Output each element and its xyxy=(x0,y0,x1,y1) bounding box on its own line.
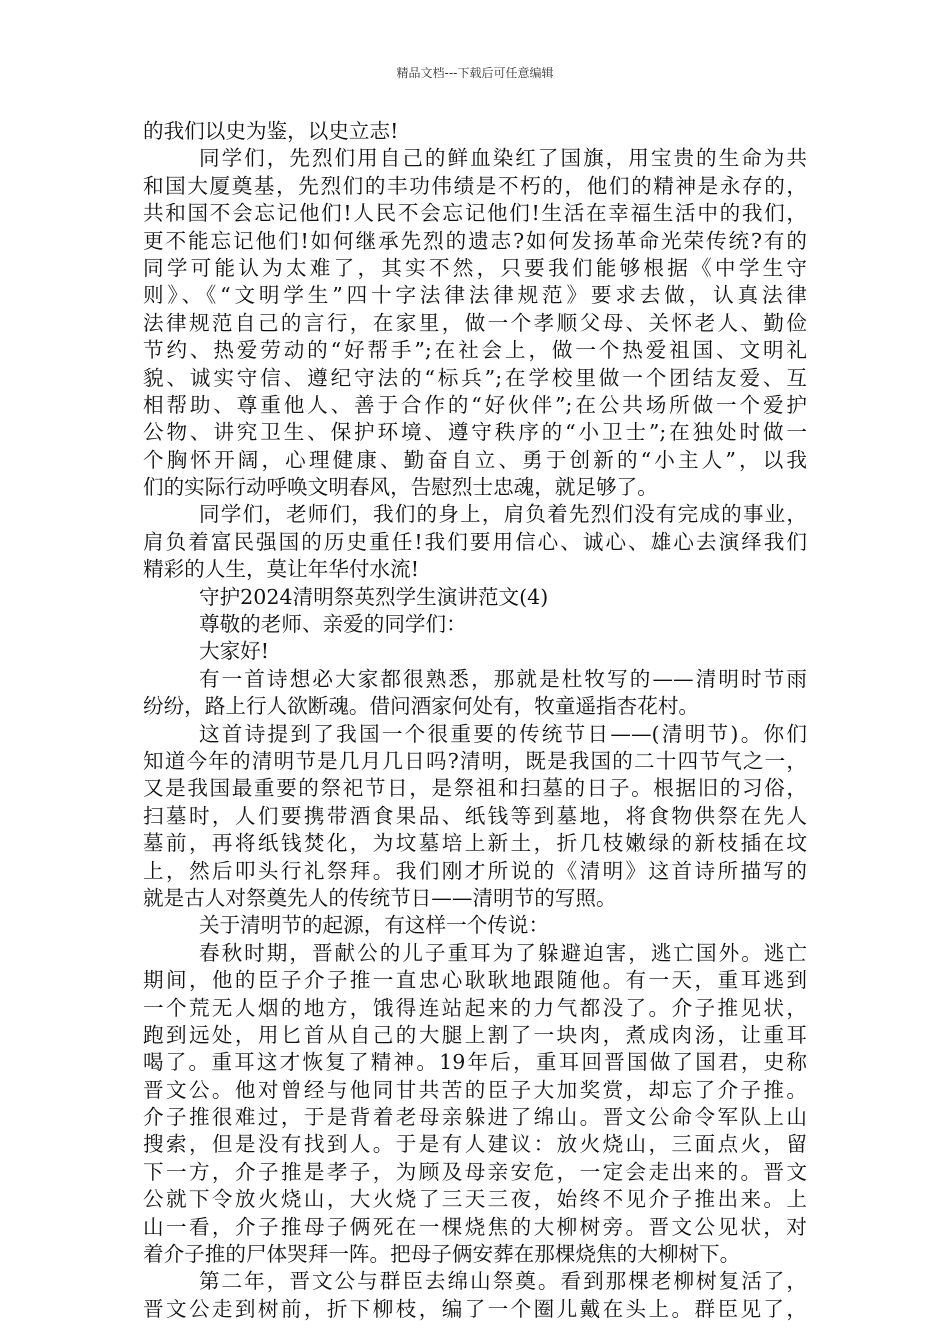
text-line: 同学可能认为太难了，其实不然，只要我们能够根据《中学生守 xyxy=(143,255,807,280)
text-line: 肩负着富民强国的历史重任!我们要用信心、诚心、雄心去演绎我们 xyxy=(143,529,807,554)
text-line: 共和国不会忘记他们!人民不会忘记他们!生活在幸福生活中的我们， xyxy=(143,201,807,226)
text-line: 法律规范自己的言行，在家里，做一个孝顺父母、关怀老人、勤俭 xyxy=(143,310,807,335)
text-line: 期间，他的臣子介子推一直忠心耿耿地跟随他。有一天，重耳逃到 xyxy=(143,968,807,993)
text-line: 下一方，介子推是孝子，为顾及母亲安危，一定会走出来的。晋文 xyxy=(143,1159,807,1184)
salutation: 尊敬的老师、亲爱的同学们： xyxy=(199,612,467,637)
text-line: 晋文公走到树前，折下柳枝，编了一个圈儿戴在头上。群臣见了， xyxy=(143,1296,807,1321)
text-line: 和国大厦奠基，先烈们的丰功伟绩是不朽的，他们的精神是永存的， xyxy=(143,173,807,198)
text-line: 知道今年的清明节是几月几日吗?清明，既是我国的二十四节气之一， xyxy=(143,748,807,773)
paragraph-start-line: 有一首诗想必大家都很熟悉，那就是杜牧写的——清明时节雨 xyxy=(199,666,807,691)
text-line: 纷纷，路上行人欲断魂。借问酒家何处有，牧童遥指杏花村。 xyxy=(143,694,700,719)
text-line: 公就下令放火烧山，大火烧了三天三夜，始终不见介子推出来。上 xyxy=(143,1187,807,1212)
text-line: 精彩的人生，莫让年华付水流! xyxy=(143,557,419,582)
text-line: 介子推很难过，于是背着老母亲躲进了绵山。晋文公命令军队上山 xyxy=(143,1105,807,1130)
text-line: 墓前，再将纸钱焚化，为坟墓培上新土，折几枝嫩绿的新枝插在坟 xyxy=(143,831,807,856)
paragraph-start-line: 同学们，老师们，我们的身上，肩负着先烈们没有完成的事业， xyxy=(199,502,807,527)
text-line: 个胸怀开阔，心理健康、勤奋自立、勇于创新的“小主人”，以我 xyxy=(143,447,807,472)
greeting: 大家好! xyxy=(199,639,270,664)
section-title: 守护2024清明祭英烈学生演讲范文(4) xyxy=(199,584,549,609)
text-line: 又是我国最重要的祭祀节日，是祭祖和扫墓的日子。根据旧的习俗， xyxy=(143,776,807,801)
text-line: 则》、《“文明学生”四十字法律法律规范》要求去做，认真法律 xyxy=(143,283,807,308)
paragraph-start-line: 第二年，晋文公与群臣去绵山祭奠。看到那棵老柳树复活了， xyxy=(199,1269,807,1294)
text-line: 跑到远处，用匕首从自己的大腿上割了一块肉，煮成肉汤，让重耳 xyxy=(143,1022,807,1047)
text-line: 公物、讲究卫生、保护环境、遵守秩序的“小卫士”;在独处时做一 xyxy=(143,420,807,445)
text-line: 山一看，介子推母子俩死在一棵烧焦的大柳树旁。晋文公见状，对 xyxy=(143,1214,807,1239)
paragraph-start-line: 同学们，先烈们用自己的鲜血染红了国旗，用宝贵的生命为共 xyxy=(199,146,807,171)
text-line: 更不能忘记他们!如何继承先烈的遗志?如何发扬革命光荣传统?有的 xyxy=(143,228,807,253)
text-line: 喝了。重耳这才恢复了精神。19年后，重耳回晋国做了国君，史称 xyxy=(143,1050,807,1075)
paragraph-start-line: 关于清明节的起源，有这样一个传说： xyxy=(199,913,550,938)
text-line: 上，然后叩头行礼祭拜。我们刚才所说的《清明》这首诗所描写的 xyxy=(143,858,807,883)
text-line: 节约、热爱劳动的“好帮手”;在社会上，做一个热爱祖国、文明礼 xyxy=(143,338,807,363)
text-line: 扫墓时，人们要携带酒食果品、纸钱等到墓地，将食物供祭在先人 xyxy=(143,803,807,828)
text-line: 着介子推的尸体哭拜一阵。把母子俩安葬在那棵烧焦的大柳树下。 xyxy=(143,1242,741,1267)
document-body xyxy=(143,118,807,1323)
text-line: 貌、诚实守信、遵纪守法的“标兵”;在学校里做一个团结友爱、互 xyxy=(143,365,807,390)
text-line: 一个荒无人烟的地方，饿得连站起来的力气都没了。介子推见状， xyxy=(143,995,807,1020)
paragraph-start-line: 春秋时期，晋献公的儿子重耳为了躲避迫害，逃亡国外。逃亡 xyxy=(199,940,807,965)
text-line: 相帮助、尊重他人、善于合作的“好伙伴”;在公共场所做一个爱护 xyxy=(143,392,807,417)
text-line: 们的实际行动呼唤文明春风，告慰烈士忠魂，就足够了。 xyxy=(143,475,658,500)
text-line: 搜索，但是没有找到人。于是有人建议：放火烧山，三面点火，留 xyxy=(143,1132,807,1157)
text-line: 的我们以史为鉴，以史立志! xyxy=(143,119,399,143)
page-header: 精品文档---下载后可任意编辑 xyxy=(396,66,554,80)
text-line: 就是古人对祭奠先人的传统节日——清明节的写照。 xyxy=(143,885,617,910)
paragraph-start-line: 这首诗提到了我国一个很重要的传统节日——(清明节)。你们 xyxy=(199,721,807,746)
text-line: 晋文公。他对曾经与他同甘共苦的臣子大加奖赏，却忘了介子推。 xyxy=(143,1077,807,1102)
